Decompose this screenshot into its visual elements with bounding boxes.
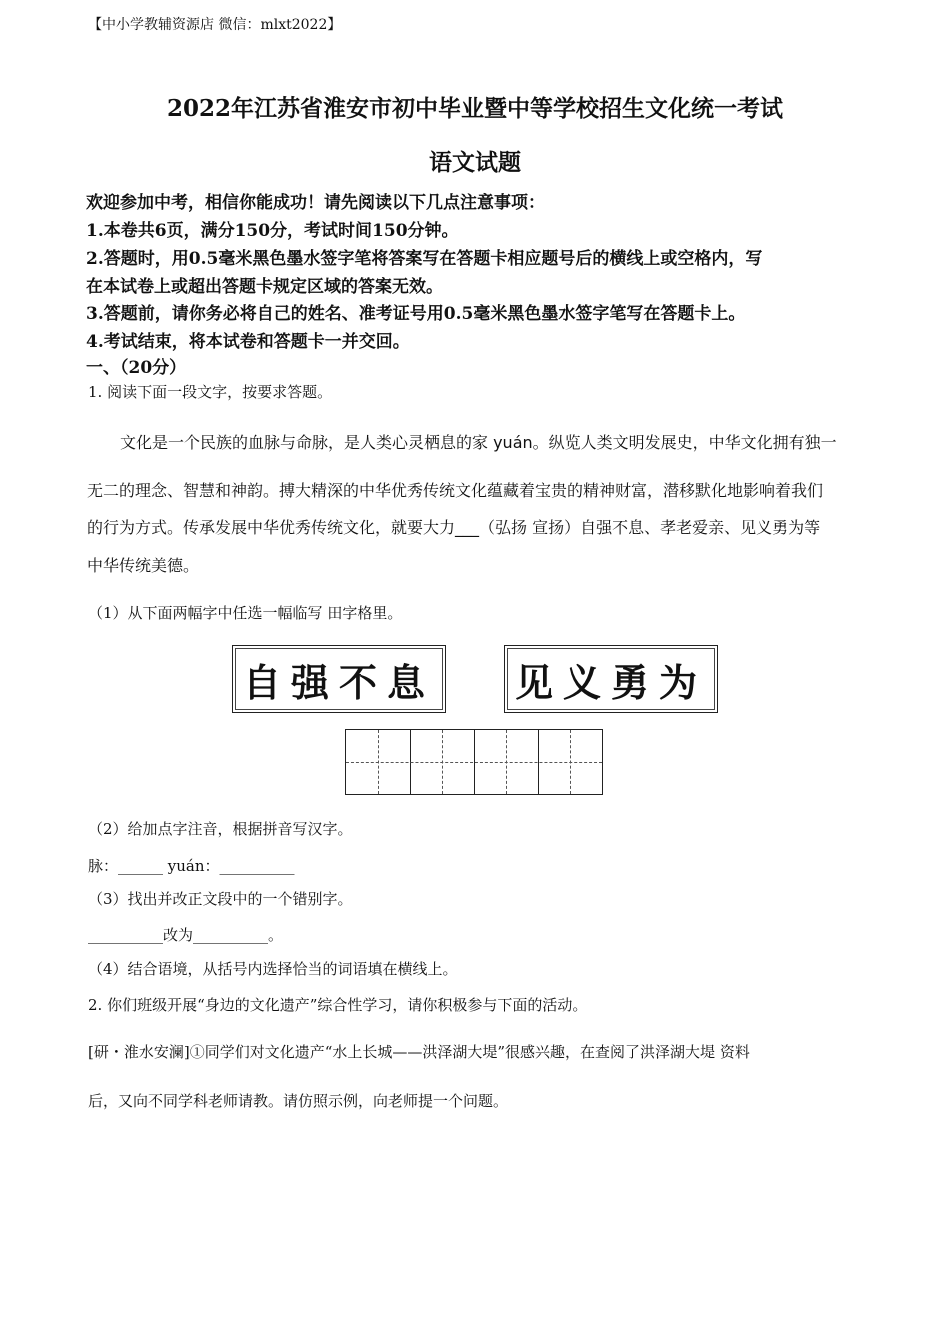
exam-title: 2022年江苏省淮安市初中毕业暨中等学校招生文化统一考试	[166, 95, 783, 122]
calligraphy-box-2: 见义勇为	[504, 645, 718, 713]
section-heading: 一、（20分）	[86, 358, 187, 378]
notice-item-3: 3.答题前，请你务必将自己的姓名、准考证号用0.5毫米黑色墨水签字笔写在答题卡上。	[86, 304, 746, 324]
question-2-line-1: [研・淮水安澜]①同学们对文化遗产“水上长城——洪泽湖大堤”很感兴趣，在查阅了洪泽湖大堤 资料	[88, 1043, 750, 1061]
notice-item-2-cont: 在本试卷上或超出答题卡规定区域的答案无效。	[86, 277, 443, 297]
notice-intro: 欢迎参加中考，相信你能成功！请先阅读以下几点注意事项：	[86, 193, 545, 213]
notice-item-1: 1.本卷共6页，满分150分，考试时间150分钟。	[86, 221, 459, 241]
exam-subtitle: 语文试题	[429, 149, 521, 176]
header-note: 【中小学教辅资源店 微信：mlxt2022】	[88, 17, 342, 33]
sub-question-3: （3）找出并改正文段中的一个错别字。	[88, 890, 353, 908]
sub-question-3-blanks[interactable]: __________改为__________。	[88, 926, 284, 944]
sub-question-2-blanks[interactable]: 脉：______ yuán：__________	[88, 857, 295, 875]
notice-item-2: 2.答题时，用0.5毫米黑色墨水签字笔将答案写在答题卡相应题号后的横线上或空格内，写	[86, 249, 763, 269]
calligraphy-box-1: 自强不息	[232, 645, 446, 713]
passage-line-2: 无二的理念、智慧和神韵。搏大精深的中华优秀传统文化蕴藏着宝贵的精神财富，潜移默化地影响着我们	[87, 481, 824, 500]
sub-question-1: （1）从下面两幅字中任选一幅临写 田字格里。	[88, 604, 403, 622]
question-1-prompt: 1. 阅读下面一段文字，按要求答题。	[88, 383, 333, 401]
sub-question-4: （4）结合语境，从括号内选择恰当的词语填在横线上。	[88, 960, 458, 978]
tianzige-grid[interactable]	[345, 729, 603, 795]
question-2-prompt: 2. 你们班级开展“身边的文化遗产”综合性学习，请你积极参与下面的活动。	[88, 996, 588, 1014]
question-2-line-2: 后，又向不同学科老师请教。请仿照示例，向老师提一个问题。	[88, 1092, 509, 1110]
passage-line-3: 的行为方式。传承发展中华优秀传统文化，就要大力___（弘扬 宣扬）自强不息、孝老爱亲、见义勇为等	[87, 518, 821, 537]
notice-item-4: 4.考试结束，将本试卷和答题卡一并交回。	[86, 332, 410, 352]
sub-question-2: （2）给加点字注音，根据拼音写汉字。	[88, 820, 353, 838]
passage-line-1: 文化是一个民族的血脉与命脉，是人类心灵栖息的家 yuán。纵览人类文明发展史，中华文化拥有独一	[120, 433, 837, 452]
passage-line-4: 中华传统美德。	[87, 556, 200, 575]
